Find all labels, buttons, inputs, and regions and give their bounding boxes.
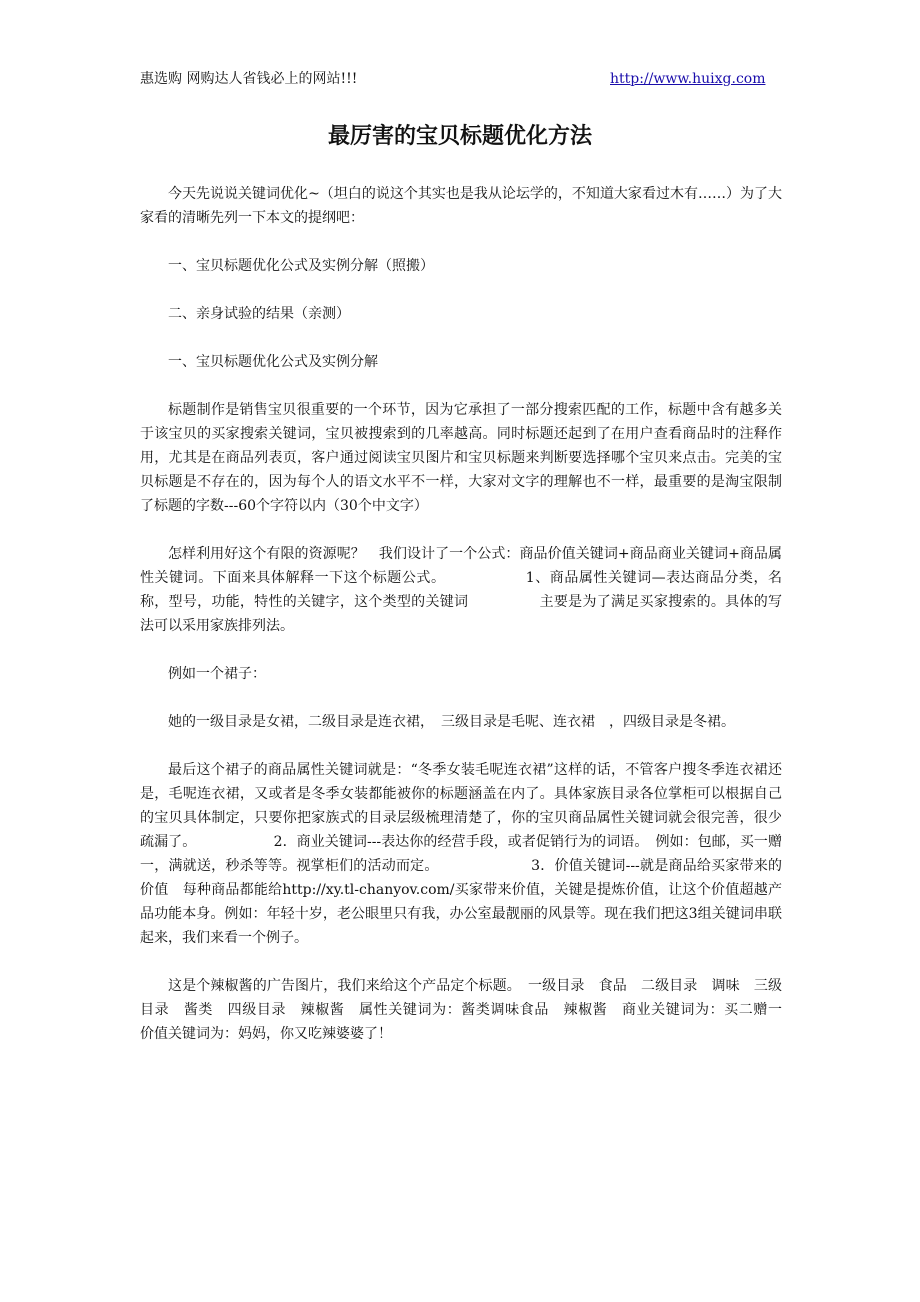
site-name: 惠选购 网购达人省钱必上的网站!!! (140, 71, 358, 87)
outline-item-1: 一、宝贝标题优化公式及实例分解（照搬） (168, 258, 434, 274)
document-body (140, 182, 838, 1070)
paragraph-title-importance: 标题制作是销售宝贝很重要的一个环节，因为它承担了一部分搜索匹配的工作，标题中含有越多关于该宝贝的买家搜索关键词，宝贝被搜索到的几率越高。同时标题还起到了在用户查看商品时的注释作用，尤其是在商品列表页，客户通过阅读宝贝图片和宝贝标题来判断要选择哪个宝贝来点击。完美的宝贝标题是不存在的，因为每个人的语文水平不一样，大家对文字的理解也不一样，最重要的是淘宝限制了标题的字数---60个字符以内（30个中文字） (140, 402, 782, 514)
site-url-link[interactable]: http://www.huixg.com (610, 71, 766, 87)
paragraph-intro: 今天先说说关键词优化~（坦白的说这个其实也是我从论坛学的，不知道大家看过木有……）为了大家看的清晰先列一下本文的提纲吧： (140, 186, 782, 226)
section-heading-1: 一、宝贝标题优化公式及实例分解 (168, 354, 378, 370)
paragraph-keywords-explained: 最后这个裙子的商品属性关键词就是：“冬季女装毛呢连衣裙”这样的话，不管客户搜冬季连衣裙还是，毛呢连衣裙，又或者是冬季女装都能被你的标题涵盖在内了。具体家族目录各位掌柜可以根据自己的宝贝具体制定，只要你把家族式的目录层级梳理清楚了，你的宝贝商品属性关键词就会很完善，很少疏漏了。 2．商业关键词---表达你的经营手段，或者促销行为的词语。 例如：包邮，买一赠一，满就送，秒杀等等。视掌柜们的活动而定。 3．价值关键词---就是商品给买家带来的价值 每种商品都能给http://xy.tl-chanyov.com/买家带来价值，关键是提炼价值，让这个价值超越产品功能本身。例如：年轻十岁，老公眼里只有我，办公室最靓丽的风景等。现在我们把这3组关键词串联起来，我们来看一个例子。 (140, 762, 782, 946)
paragraph-category-levels: 她的一级目录是女裙，二级目录是连衣裙， 三级目录是毛呢、连衣裙 ，四级目录是冬裙。 (168, 714, 735, 730)
outline-item-2: 二、亲身试验的结果（亲测） (168, 306, 350, 322)
paragraph-chili-example: 这是个辣椒酱的广告图片，我们来给这个产品定个标题。 一级目录 食品 二级目录 调味 三级目录 酱类 四级目录 辣椒酱 属性关键词为：酱类调味食品 辣椒酱 商业关键词为：买二赠一 价值关键词为：妈妈，你又吃辣婆婆了！ (140, 978, 838, 1042)
document-title: 最厉害的宝贝标题优化方法 (327, 124, 592, 149)
page-header (140, 68, 780, 90)
paragraph-formula: 怎样利用好这个有限的资源呢？ 我们设计了一个公式：商品价值关键词+商品商业关键词+商品属性关键词。下面来具体解释一下这个标题公式。 1、商品属性关键词—表达商品分类，名称，型号，功能，特性的关键字，这个类型的关键词 主要是为了满足买家搜索的。具体的写法可以采用家族排列法。 (140, 546, 782, 634)
paragraph-example-intro: 例如一个裙子： (168, 666, 266, 682)
